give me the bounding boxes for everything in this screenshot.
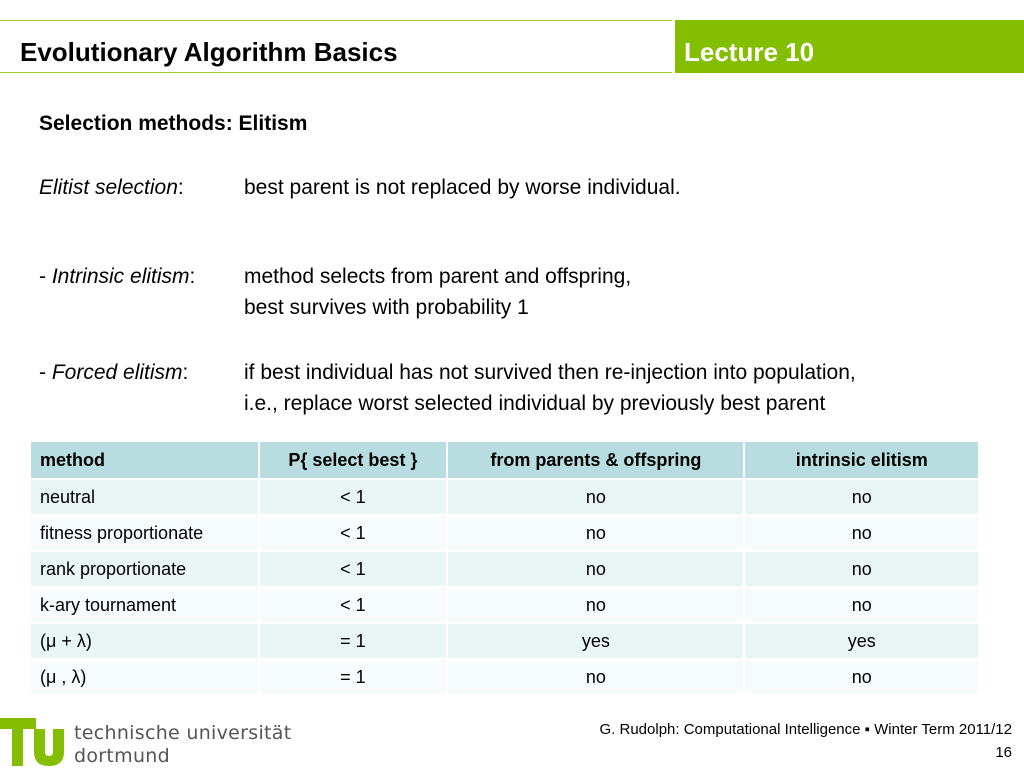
tu-dortmund-logo bbox=[0, 712, 300, 768]
intrinsic-elitism-term: - Intrinsic elitism: bbox=[39, 265, 196, 288]
table-header-row bbox=[30, 441, 979, 479]
header-top-rule bbox=[0, 20, 672, 21]
column-header-from-parents-offspring: from parents & offspring bbox=[447, 441, 744, 479]
page-number: 16 bbox=[995, 744, 1012, 761]
cell-p-select-best: = 1 bbox=[259, 623, 448, 659]
selection-methods-table bbox=[29, 440, 980, 696]
column-header-p-select-best: P{ select best } bbox=[259, 441, 448, 479]
cell-p-select-best: < 1 bbox=[259, 479, 448, 515]
cell-intrinsic-elitism: no bbox=[744, 479, 979, 515]
cell-intrinsic-elitism: no bbox=[744, 659, 979, 695]
cell-p-select-best: < 1 bbox=[259, 587, 448, 623]
cell-method: k-ary tournament bbox=[30, 587, 259, 623]
cell-intrinsic-elitism: no bbox=[744, 515, 979, 551]
intrinsic-elitism-desc-2: best survives with probability 1 bbox=[244, 296, 529, 319]
cell-from-parents-offspring: no bbox=[447, 479, 744, 515]
cell-intrinsic-elitism: yes bbox=[744, 623, 979, 659]
header-bottom-rule bbox=[0, 72, 672, 73]
cell-method: (μ , λ) bbox=[30, 659, 259, 695]
table-row bbox=[30, 479, 979, 515]
slide-header bbox=[0, 0, 1024, 76]
elitist-selection-term: Elitist selection: bbox=[39, 176, 184, 199]
forced-elitism-desc-2: i.e., replace worst selected individual by previously best parent bbox=[244, 392, 826, 415]
table-row bbox=[30, 659, 979, 695]
cell-from-parents-offspring: no bbox=[447, 515, 744, 551]
cell-intrinsic-elitism: no bbox=[744, 587, 979, 623]
cell-intrinsic-elitism: no bbox=[744, 551, 979, 587]
cell-method: (μ + λ) bbox=[30, 623, 259, 659]
cell-method: rank proportionate bbox=[30, 551, 259, 587]
intrinsic-elitism-desc-1: method selects from parent and offspring, bbox=[244, 265, 632, 288]
logo-text-line1: technische universität bbox=[74, 722, 292, 744]
cell-p-select-best: = 1 bbox=[259, 659, 448, 695]
cell-method: fitness proportionate bbox=[30, 515, 259, 551]
table-row bbox=[30, 623, 979, 659]
footer-citation: G. Rudolph: Computational Intelligence ▪ Winter Term 2011/12 bbox=[599, 721, 1012, 738]
section-title: Selection methods: Elitism bbox=[39, 112, 308, 135]
cell-method: neutral bbox=[30, 479, 259, 515]
lecture-label: Lecture 10 bbox=[684, 37, 815, 67]
table-row bbox=[30, 587, 979, 623]
forced-elitism-term: - Forced elitism: bbox=[39, 361, 189, 384]
tu-logo-icon bbox=[0, 712, 72, 768]
slide-title: Evolutionary Algorithm Basics bbox=[20, 37, 398, 67]
forced-elitism-desc-1: if best individual has not survived then re-injection into population, bbox=[244, 361, 856, 384]
logo-text-line2: dortmund bbox=[74, 745, 170, 767]
elitist-selection-desc: best parent is not replaced by worse individual. bbox=[244, 176, 681, 199]
cell-from-parents-offspring: yes bbox=[447, 623, 744, 659]
cell-p-select-best: < 1 bbox=[259, 551, 448, 587]
column-header-method: method bbox=[30, 441, 259, 479]
table-row bbox=[30, 515, 979, 551]
cell-from-parents-offspring: no bbox=[447, 551, 744, 587]
table-row bbox=[30, 551, 979, 587]
column-header-intrinsic-elitism: intrinsic elitism bbox=[744, 441, 979, 479]
cell-from-parents-offspring: no bbox=[447, 587, 744, 623]
cell-from-parents-offspring: no bbox=[447, 659, 744, 695]
cell-p-select-best: < 1 bbox=[259, 515, 448, 551]
